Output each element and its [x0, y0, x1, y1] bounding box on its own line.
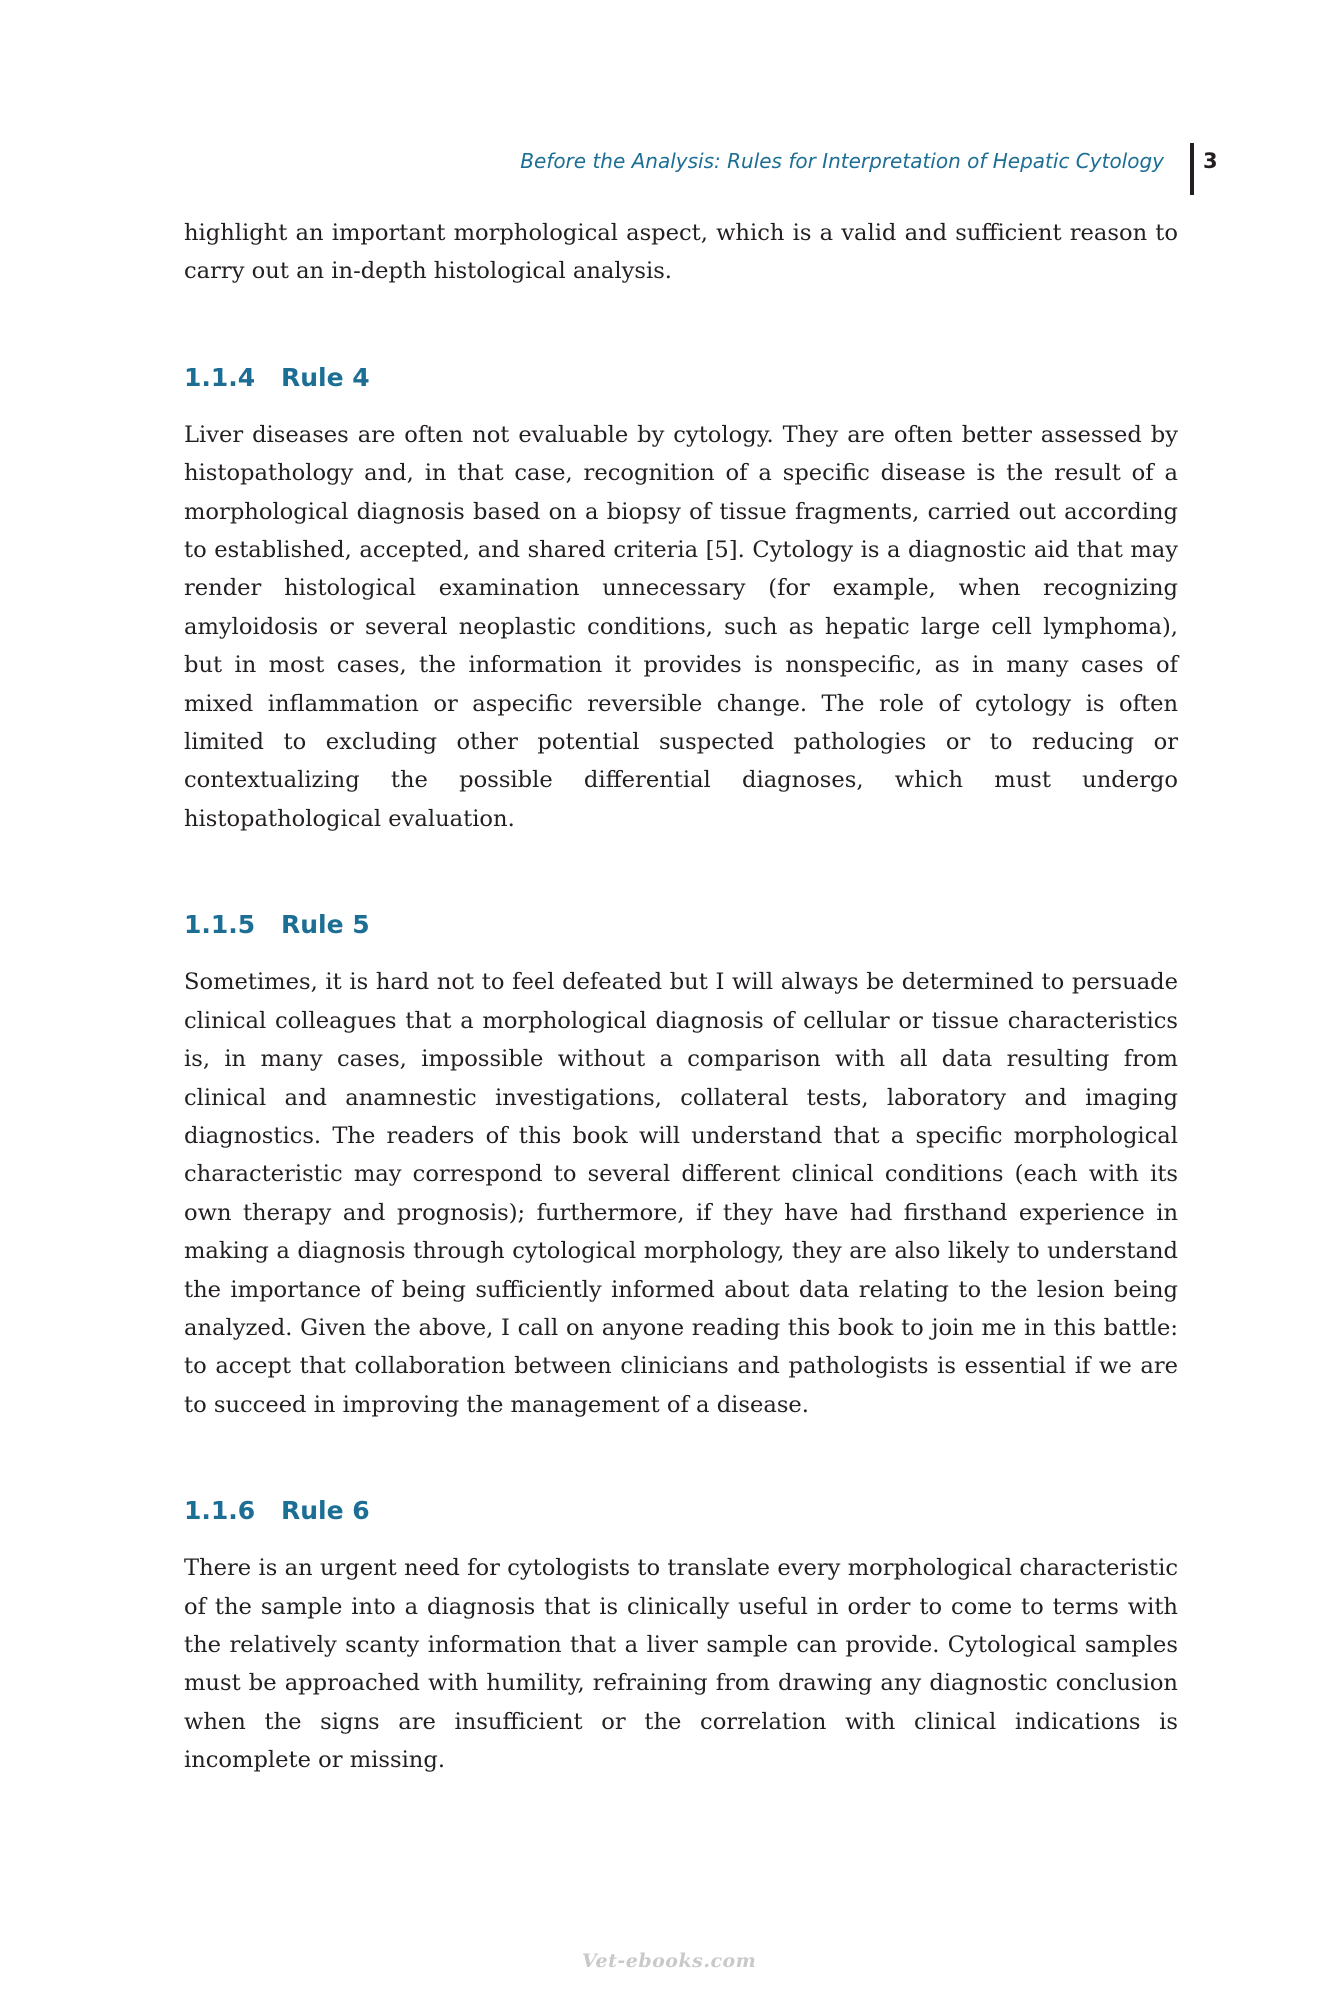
section-title: Rule 5: [281, 910, 370, 940]
page-number: 3: [1203, 149, 1218, 173]
section-paragraph-rule-6: There is an urgent need for cytologists to translate every morphological characteristic of the sample into a diagnosis that is clinically useful in order to come to terms with the relatively scanty information that a liver sample can provide. Cytological samples must be approached with humility, refraining from drawing any diagnostic conclusion when the signs are insufficient or the correlation with clinical indications is incomplete or missing.: [184, 1555, 1178, 1774]
watermark-logo: Vet-ebooks.com: [582, 1950, 757, 1972]
intro-paragraph: highlight an important morphological aspect, which is a valid and sufficient reason to carry out an in-depth histological analysis.: [184, 220, 1178, 285]
section-heading-rule-4: [184, 361, 1178, 395]
section-number: 1.1.6: [184, 1496, 256, 1526]
section-heading-rule-6: [184, 1494, 1178, 1528]
section-title: Rule 6: [281, 1496, 370, 1526]
running-head-title: Before the Analysis: Rules for Interpretation of Hepatic Cytology: [520, 149, 1164, 173]
section-paragraph-rule-5: Sometimes, it is hard not to feel defeated but I will always be determined to persuade clinical colleagues that a morphological diagnosis of cellular or tissue characteristics is, in many cases, impossible without a comparison with all data resulting from clinical and anamnestic investigations, collateral tests, laboratory and imaging diagnostics. The readers of this book will understand that a specific morphological characteristic may correspond to several different clinical conditions (each with its own therapy and prognosis); furthermore, if they have had firsthand experience in making a diagnosis through cytological morphology, they are also likely to understand the importance of being sufficiently informed about data relating to the lesion being analyzed. Given the above, I call on anyone reading this book to join me in this battle: to accept that collaboration between clinicians and pathologists is essential if we are to succeed in improving the management of a disease.: [184, 969, 1178, 1418]
section-heading-rule-5: [184, 908, 1178, 942]
section-title: Rule 4: [281, 362, 370, 392]
section-paragraph-rule-4: Liver diseases are often not evaluable by cytology. They are often better assessed by histopathology and, in that case, recognition of a specific disease is the result of a morphological diagnosis based on a biopsy of tissue fragments, carried out according to established, accepted, and shared criteria [5]. Cytology is a diagnostic aid that may render histological examination unnecessary (for example, when recognizing amyloidosis or several neoplastic conditions, such as hepatic large cell lymphoma), but in most cases, the information it provides is nonspecific, as in many cases of mixed inflammation or aspecific reversible change. The role of cytology is often limited to excluding other potential suspected pathologies or to reducing or contextualizing the possible differential diagnoses, which must undergo histopathological evaluation.: [184, 421, 1178, 832]
running-head-divider: [1190, 143, 1194, 195]
section-number: 1.1.4: [184, 362, 256, 392]
page-body: [184, 214, 1178, 1780]
section-number: 1.1.5: [184, 910, 256, 940]
